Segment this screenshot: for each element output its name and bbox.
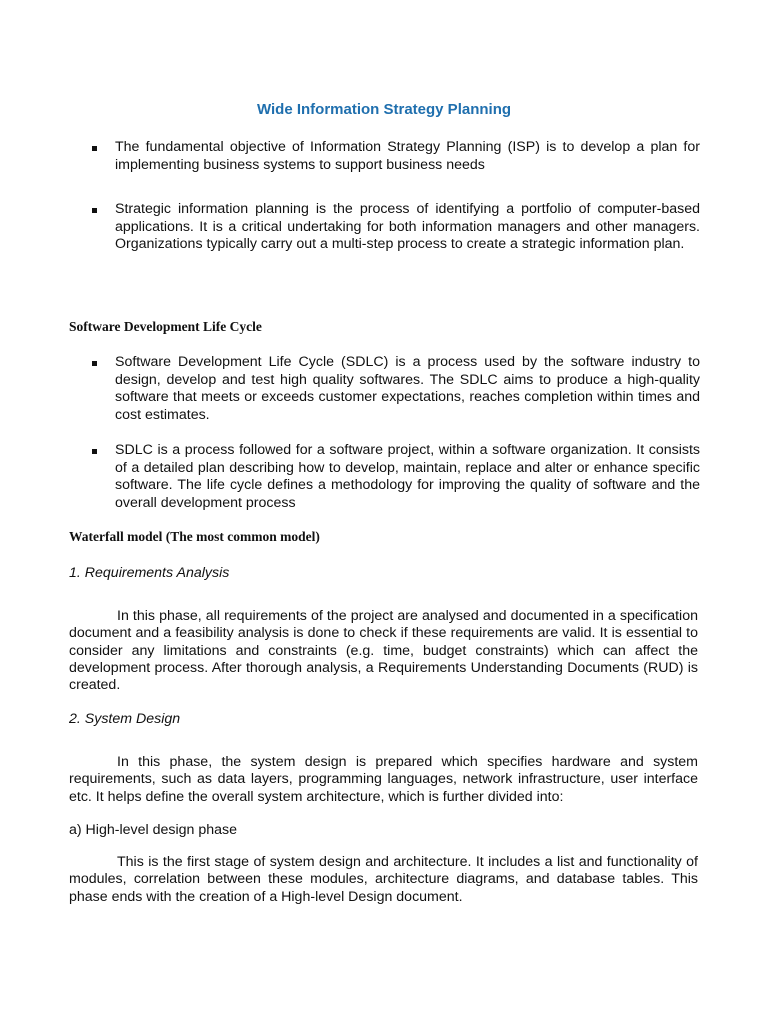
paragraph-high-level-design: This is the first stage of system design and architecture. It includes a list and functionality of modules, correlation between these modules, architecture diagrams, and database tables. This phase ends with the creation of a High-level Design document. <box>69 854 698 905</box>
section-heading-waterfall: Waterfall model (The most common model) <box>69 529 320 544</box>
subheading-requirements-analysis: 1. Requirements Analysis <box>69 565 230 581</box>
list-item <box>92 354 700 424</box>
paragraph-system-design: In this phase, the system design is prepared which specifies hardware and system requirements, such as data layers, programming languages, network infrastructure, user interface etc. It helps define the overall system architecture, which is further divided into: <box>69 754 698 805</box>
list-item-text: The fundamental objective of Information Strategy Planning (ISP) is to develop a plan for implementing business systems to support business needs <box>115 139 700 173</box>
list-item-text: Software Development Life Cycle (SDLC) is a process used by the software industry to design, develop and test high quality softwares. The SDLC aims to produce a high-quality software that meets or exceeds customer expectations, reaches completion within times and cost estimates. <box>115 354 700 423</box>
section-heading-sdlc: Software Development Life Cycle <box>69 319 262 334</box>
page-title: Wide Information Strategy Planning <box>256 101 512 118</box>
list-item <box>92 442 700 512</box>
square-bullet-icon <box>92 208 97 213</box>
subheading-high-level-design: a) High-level design phase <box>69 822 237 838</box>
square-bullet-icon <box>92 146 97 151</box>
list-item-text: Strategic information planning is the process of identifying a portfolio of computer-based applications. It is a critical undertaking for both information managers and other managers. Organizations typically carry out a multi-step process to create a strategic information plan. <box>115 201 700 252</box>
square-bullet-icon <box>92 361 97 366</box>
list-item <box>92 201 700 254</box>
paragraph-requirements-analysis: In this phase, all requirements of the project are analysed and documented in a specification document and a feasibility analysis is done to check if these requirements are valid. It is essential to consider any limitations and constraints (e.g. time, budget constraints) which can affect the development process. After thorough analysis, a Requirements Understanding Documents (RUD) is created. <box>69 608 698 694</box>
square-bullet-icon <box>92 449 97 454</box>
list-item-text: SDLC is a process followed for a software project, within a software organization. It consists of a detailed plan describing how to develop, maintain, replace and alter or enhance specific software. The life cycle defines a methodology for improving the quality of software and the overall development process <box>115 442 700 511</box>
list-item <box>92 139 700 174</box>
subheading-system-design: 2. System Design <box>69 711 181 727</box>
